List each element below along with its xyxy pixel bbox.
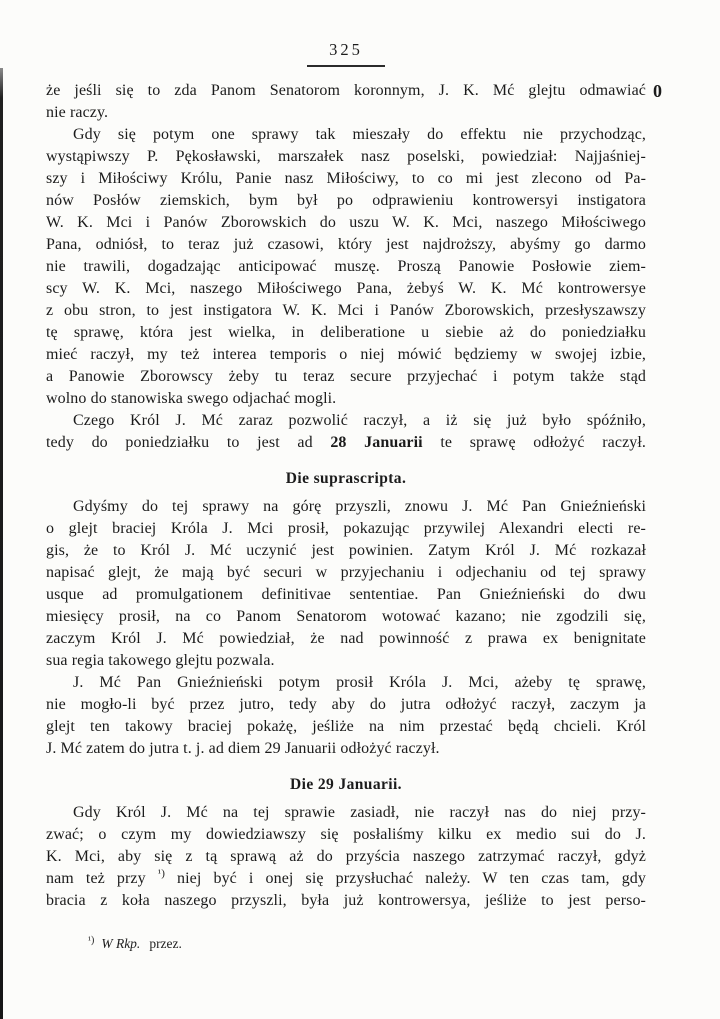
text-segment: W. K. Mci i Panów Zborowskich do uszu W. K. Mci, naszego Miłościwego [46, 214, 646, 231]
page-header [46, 40, 646, 67]
text-segment: szy i Miłościwy Królu, Panie nasz Miłościwy, to co mi jest zlecono od Pa- [46, 170, 646, 187]
text-segment: nam też przy [46, 870, 158, 887]
text-segment: nów Posłów ziemskich, bym był po odprawieniu kontrowersyi instigatora [46, 192, 646, 209]
text-segment: Gdyśmy do tej sprawy na górę przyszli, znowu J. Mć Pan Gnieźnieński [73, 498, 646, 515]
text-line [46, 366, 646, 388]
section-heading: Die suprascripta. [285, 470, 407, 487]
text-line [46, 410, 646, 432]
footnote-reference: ¹) [157, 867, 165, 880]
text-segment: te sprawę odłożyć raczył. [422, 434, 647, 451]
margin-mark: 0 [653, 81, 662, 101]
footnote-marker: ¹) [88, 934, 95, 946]
text-line [46, 168, 646, 190]
text-line [46, 672, 646, 694]
text-line [46, 300, 646, 322]
text-line [46, 584, 646, 606]
text-segment: Gdy Król J. Mć na tej sprawie zasiadł, nie raczył nas do niej przy- [73, 804, 646, 821]
paragraph [46, 124, 646, 410]
text-segment: sua regia takowego glejtu pozwala. [46, 652, 275, 669]
text-line [46, 824, 646, 846]
text-segment: gis, że to Król J. Mć uczynić jest powinien. Zatym Król J. Mć rozkazał [46, 542, 646, 559]
text-line [46, 124, 646, 146]
text-line [46, 628, 646, 650]
text-line [46, 432, 646, 454]
text-segment: wolno do stanowiska swego odjachać mogli. [46, 390, 337, 407]
paragraph [46, 410, 646, 454]
text-segment: bracia z koła naszego przyszli, była już kontrowersya, jeśliże to jest perso- [46, 892, 646, 909]
text-segment: Gdy się potym one sprawy tak mieszały do effektu nie przychodząc, [73, 126, 646, 143]
text-line [46, 846, 646, 868]
text-segment: nie mogło-li być przez jutro, tedy aby do jutra odłożyć raczył, zaczym ja [46, 696, 646, 713]
text-line [46, 278, 646, 300]
text-segment: K. Mci, aby się z tą sprawą aż do przyścia naszego zatrzymać raczył, gdyż [46, 848, 646, 865]
text-segment: nie trawili, dogadzając anticipować muszę. Proszą Panowie Posłowie ziem- [46, 258, 646, 275]
text-line [46, 518, 646, 540]
text-line [46, 716, 646, 738]
text-segment: niej być i onej się przysłuchać należy. W ten czas tam, gdy [164, 870, 646, 887]
paragraph [46, 672, 646, 760]
text-line [46, 256, 646, 278]
emphasized-text: 28 Januarii [330, 434, 423, 451]
footnote [88, 936, 182, 952]
page-number: 325 [307, 40, 385, 67]
text-line [46, 694, 646, 716]
text-segment: glejt ten takowy braciej pokażę, jeśliże na nim przestać będą chcieli. Król [46, 718, 646, 735]
text-segment: napisać glejt, że mają być securi w przyjechaniu i odjechaniu od tej sprawy [46, 564, 646, 581]
text-segment: z obu stron, to jest instigatora W. K. Mci i Panów Zborowskich, przesłyszawszy [46, 302, 646, 319]
paragraph [46, 802, 646, 912]
text-line [46, 146, 646, 168]
text-segment: o glejt braciej Króla J. Mci prosił, pokazując przywilej Alexandri electi re- [46, 520, 646, 537]
text-segment: zwać; o czym my dowiedziawszy się posłaliśmy kilku ex medio sui do J. [46, 826, 646, 843]
text-segment: usque ad promulgationem definitivae sententiae. Pan Gnieźnieński do dwu [46, 586, 646, 603]
text-line [46, 102, 646, 124]
text-segment: tedy do poniedziałku to jest ad [46, 434, 331, 451]
text-segment: Pana, odniósł, to teraz już czasowi, który jest najdroższy, abyśmy go darmo [46, 236, 646, 253]
footnote-source: W Rkp. [101, 936, 141, 951]
text-segment: J. Mć zatem do jutra t. j. ad diem 29 Januarii odłożyć raczył. [46, 740, 440, 757]
text-segment: nie raczy. [46, 104, 109, 121]
section-heading: Die 29 Januarii. [290, 776, 402, 793]
text-line [46, 322, 646, 344]
text-segment: miesięcy prosił, na co Panom Senatorom wotować kazano; nie zgodzili się, [46, 608, 646, 625]
text-line [46, 868, 646, 890]
text-segment: mieć raczył, my też interea temporis o niej mówić będziemy w swojej izbie, [46, 346, 646, 363]
text-line [46, 802, 646, 824]
text-line [46, 738, 646, 760]
text-line [46, 890, 646, 912]
text-line [46, 540, 646, 562]
paragraph [46, 496, 646, 672]
text-segment: tę sprawę, która jest wielka, in deliberatione u siebie aż do poniedziałku [46, 324, 646, 341]
text-line [46, 234, 646, 256]
paragraph [46, 80, 646, 124]
text-line [46, 388, 646, 410]
text-line [46, 562, 646, 584]
text-line [46, 650, 646, 672]
text-segment: a Panowie Zborowscy żeby tu teraz secure przyjechać i potym także stąd [46, 368, 646, 385]
text-line [46, 80, 646, 102]
text-line [46, 496, 646, 518]
text-segment: Czego Król J. Mć zaraz pozwolić raczył, a iż się już było spóźniło, [73, 412, 646, 429]
text-segment: scy W. K. Mci, naszego Miłościwego Pana, żebyś W. K. Mć kontrowersye [46, 280, 646, 297]
text-segment: wystąpiwszy P. Pękosławski, marszałek nasz poselski, powiedział: Najjaśniej- [46, 148, 646, 165]
footnote-text: przez. [149, 936, 182, 951]
text-block [46, 80, 646, 912]
text-line [46, 212, 646, 234]
text-segment: zaczym Król J. Mć powiedział, że nad powinność z prawa ex benignitate [46, 630, 646, 647]
text-line [46, 606, 646, 628]
text-line [46, 190, 646, 212]
scan-edge-artifact [0, 68, 3, 1019]
text-segment: że jeśli się to zda Panom Senatorom koronnym, J. K. Mć glejtu odmawiać [46, 82, 646, 99]
text-line [46, 344, 646, 366]
text-segment: J. Mć Pan Gnieźnieński potym prosił Króla J. Mci, ażeby tę sprawę, [73, 674, 646, 691]
